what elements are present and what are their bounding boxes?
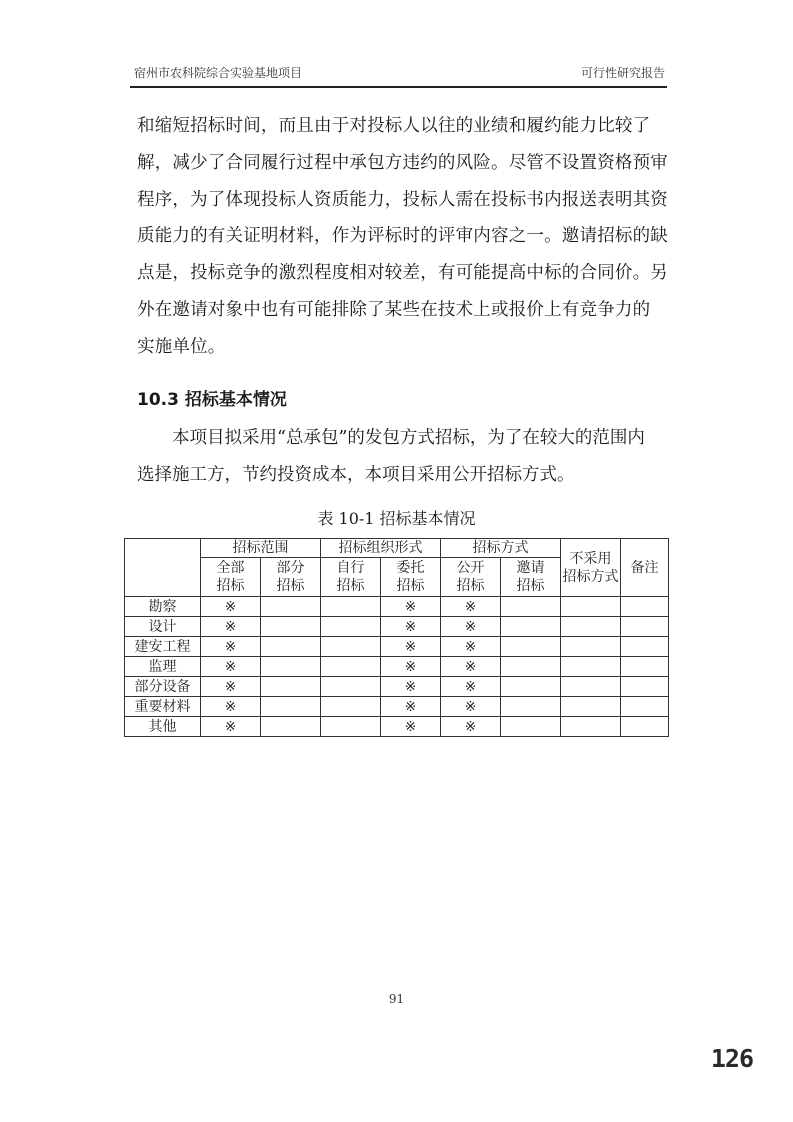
table-cell: [621, 697, 669, 717]
table-cell: ※: [381, 717, 441, 737]
sub-header: 公开 招标: [441, 558, 501, 597]
table-cell: [261, 677, 321, 697]
table-row: [125, 717, 669, 737]
text-line: 实施单位。: [137, 336, 226, 357]
sub-header: 自行 招标: [321, 558, 381, 597]
table-cell: ※: [441, 617, 501, 637]
table-cell: ※: [201, 597, 261, 617]
text-line: 和缩短招标时间，而且由于对投标人以往的业绩和履约能力比较了: [137, 116, 651, 136]
header-divider: [130, 86, 667, 88]
table-cell: ※: [441, 657, 501, 677]
table-cell: [321, 637, 381, 657]
table-cell: [501, 657, 561, 677]
table-cell: [321, 657, 381, 677]
row-label: 部分设备: [125, 677, 201, 697]
table-cell: ※: [381, 637, 441, 657]
table-cell: [261, 717, 321, 737]
table-cell: [321, 597, 381, 617]
table-cell: ※: [201, 717, 261, 737]
table-row: [125, 617, 669, 637]
table-cell: [621, 617, 669, 637]
table-cell: ※: [201, 677, 261, 697]
header-report-type: 可行性研究报告: [580, 66, 665, 80]
table-corner-cell: [125, 539, 201, 597]
row-label: 其他: [125, 717, 201, 737]
table-cell: [561, 717, 621, 737]
text-line: 选择施工方，节约投资成本，本项目采用公开招标方式。: [137, 464, 575, 485]
table-cell: ※: [381, 657, 441, 677]
table-cell: ※: [201, 657, 261, 677]
table-cell: [261, 637, 321, 657]
text-line: 外在邀请对象中也有可能排除了某些在技术上或报价上有竞争力的: [137, 299, 651, 320]
sub-header: 委托 招标: [381, 558, 441, 597]
table-cell: [261, 597, 321, 617]
table-row: [125, 597, 669, 617]
table-cell: [621, 677, 669, 697]
sub-header: 部分 招标: [261, 558, 321, 597]
table-row: [125, 637, 669, 657]
row-label: 重要材料: [125, 697, 201, 717]
table-cell: [261, 617, 321, 637]
table-cell: ※: [381, 677, 441, 697]
table-cell: [321, 677, 381, 697]
text-line: 本项目拟采用“总承包”的发包方式招标，为了在较大的范围内: [172, 428, 645, 448]
text-line: 程序，为了体现投标人资质能力，投标人需在投标书内报送表明其资: [137, 189, 668, 210]
body-paragraph-1: [137, 108, 669, 366]
body-paragraph-2: [137, 420, 669, 494]
row-label: 勘察: [125, 597, 201, 617]
section-heading: 10.3 招标基本情况: [137, 390, 287, 410]
group-header: 招标范围: [201, 539, 321, 558]
table-caption: 表 10-1 招标基本情况: [317, 509, 476, 528]
text-line: 点是，投标竞争的激烈程度相对较差，有可能提高中标的合同价。另: [137, 263, 668, 284]
row-label: 建安工程: [125, 637, 201, 657]
table-cell: ※: [441, 717, 501, 737]
table-cell: [261, 657, 321, 677]
table-cell: ※: [381, 617, 441, 637]
table-cell: ※: [441, 697, 501, 717]
not-adopted-header: 不采用 招标方式: [561, 539, 621, 597]
row-label: 监理: [125, 657, 201, 677]
bidding-table: [124, 538, 669, 737]
table-row: [125, 697, 669, 717]
table-cell: [561, 617, 621, 637]
page-number: 91: [388, 992, 405, 1006]
table-cell: ※: [201, 617, 261, 637]
table-cell: ※: [201, 697, 261, 717]
header-project-title: 宿州市农科院综合实验基地项目: [134, 66, 303, 80]
table-cell: [321, 697, 381, 717]
table-cell: [621, 597, 669, 617]
table-cell: ※: [441, 677, 501, 697]
table-cell: ※: [201, 637, 261, 657]
table-cell: [561, 697, 621, 717]
table-cell: [501, 617, 561, 637]
table-cell: [501, 637, 561, 657]
table-cell: [501, 597, 561, 617]
sub-header: 邀请 招标: [501, 558, 561, 597]
text-line: 质能力的有关证明材料，作为评标时的评审内容之一。邀请招标的缺: [137, 226, 668, 247]
table-row: [125, 657, 669, 677]
remarks-header: 备注: [621, 539, 669, 597]
table-cell: [561, 597, 621, 617]
stamped-page-number: 126: [710, 1044, 753, 1073]
table-cell: [261, 697, 321, 717]
table-cell: [501, 717, 561, 737]
table-cell: [621, 657, 669, 677]
table-cell: [621, 717, 669, 737]
table-cell: [561, 657, 621, 677]
table-cell: ※: [441, 637, 501, 657]
table-cell: [321, 717, 381, 737]
table-cell: [561, 677, 621, 697]
table-row: [125, 677, 669, 697]
table-cell: [501, 677, 561, 697]
group-header: 招标组织形式: [321, 539, 441, 558]
table-cell: [561, 637, 621, 657]
sub-header: 全部 招标: [201, 558, 261, 597]
table-cell: [321, 617, 381, 637]
text-line: 解，减少了合同履行过程中承包方违约的风险。尽管不设置资格预审: [137, 152, 668, 173]
table-cell: [621, 637, 669, 657]
table-cell: [501, 697, 561, 717]
table-cell: ※: [381, 597, 441, 617]
group-header: 招标方式: [441, 539, 561, 558]
table-cell: ※: [441, 597, 501, 617]
table-cell: ※: [381, 697, 441, 717]
row-label: 设计: [125, 617, 201, 637]
